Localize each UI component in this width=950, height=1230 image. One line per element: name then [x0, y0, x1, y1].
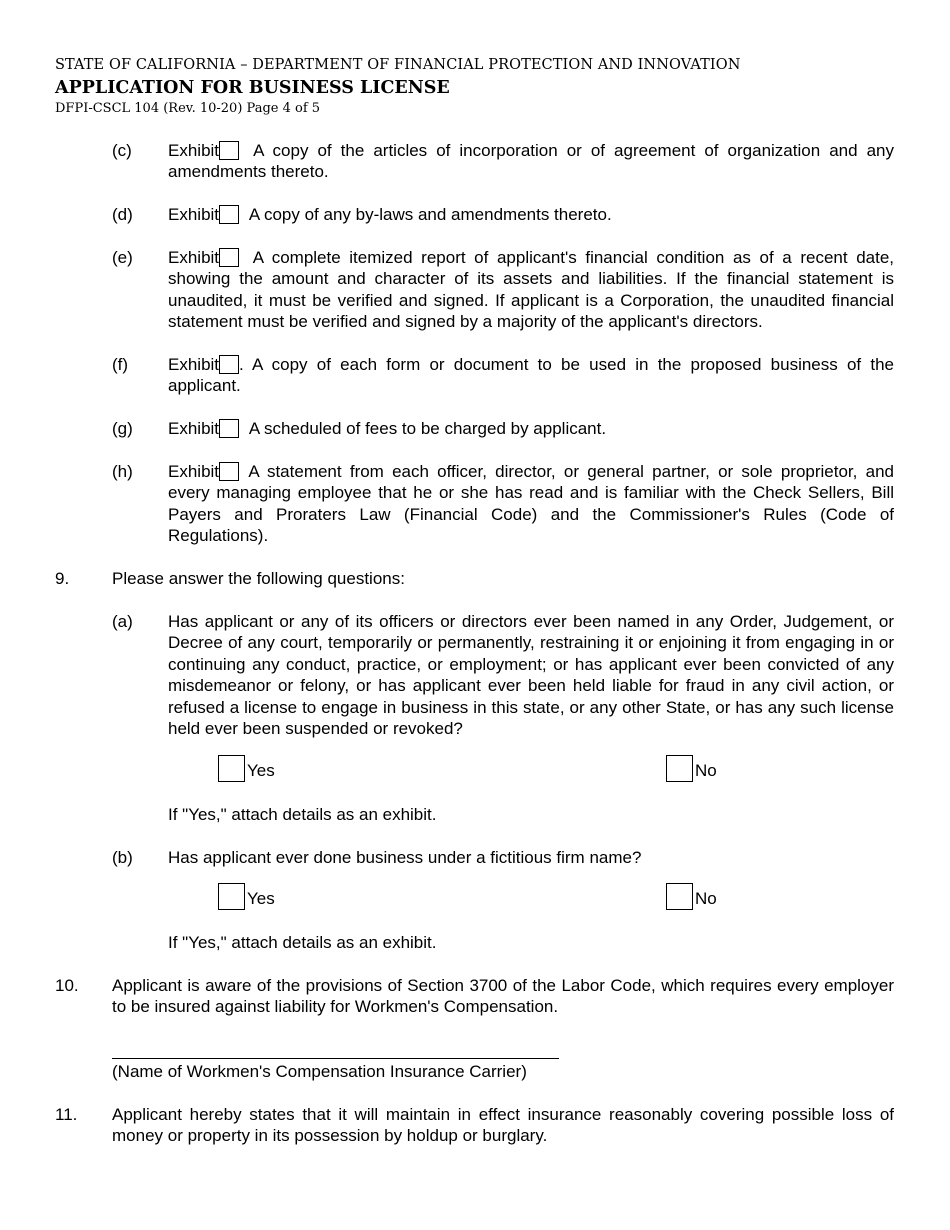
item-f: [168, 354, 894, 397]
q9a-no-label: No: [695, 761, 717, 780]
exhibit-word: Exhibit: [168, 355, 220, 374]
item-h: [168, 461, 894, 547]
q9b-yes-label: Yes: [247, 889, 275, 908]
question-11-number: 11.: [55, 1105, 78, 1124]
item-c-text: A copy of the articles of incorporation or of agreement of organization and any amendments thereto.: [168, 141, 894, 182]
q9a-no-checkbox[interactable]: [666, 755, 693, 782]
item-c: [168, 140, 894, 183]
question-10-number: 10.: [55, 976, 79, 995]
q9b-no-checkbox[interactable]: [666, 883, 693, 910]
question-9b-text: Has applicant ever done business under a fictitious firm name?: [168, 848, 642, 867]
item-h-text: A statement from each officer, director, or general partner, or sole proprietor, and every managing employee that he or she has read and is familiar with the Check Sellers, Bill Payers and Proraters Law (Financial Code) and the Commissioner's Rules (Code of Regulations).: [168, 462, 894, 546]
q9a-yes-checkbox[interactable]: [218, 755, 245, 782]
question-9b-label: (b): [112, 848, 133, 867]
item-d: [168, 204, 894, 225]
exhibit-g-checkbox[interactable]: [219, 419, 239, 438]
item-c-label: (c): [112, 141, 132, 160]
item-d-label: (d): [112, 205, 133, 224]
question-9a-label: (a): [112, 612, 133, 631]
question-9-number: 9.: [55, 569, 70, 588]
item-e-text: A complete itemized report of applicant's financial condition as of a recent date, showing the amount and character of its assets and liabilities. If the financial statement is unaudited, it must be verified and signed. If applicant is a Corporation, the unaudited financial statement must be verified and signed by a majority of the applicant's directors.: [168, 248, 894, 332]
item-f-label: (f): [112, 355, 129, 374]
insurance-carrier-caption: (Name of Workmen's Compensation Insurance Carrier): [112, 1062, 527, 1081]
exhibit-e-checkbox[interactable]: [219, 248, 239, 267]
q9a-note: If "Yes," attach details as an exhibit.: [168, 805, 437, 824]
q9b-no-label: No: [695, 889, 717, 908]
question-10-text: Applicant is aware of the provisions of Section 3700 of the Labor Code, which requires every employer to be insured against liability for Workmen's Compensation.: [112, 976, 894, 1017]
exhibit-f-checkbox[interactable]: [219, 355, 239, 374]
item-h-label: (h): [112, 462, 133, 481]
item-e: [168, 247, 894, 333]
exhibit-word: Exhibit: [168, 248, 220, 267]
exhibit-h-checkbox[interactable]: [219, 462, 239, 481]
question-11-text: Applicant hereby states that it will maintain in effect insurance reasonably covering possible loss of money or property in its possession by holdup or burglary.: [112, 1105, 894, 1146]
item-f-text: . A copy of each form or document to be used in the proposed business of the applicant.: [168, 355, 894, 396]
q9a-yes-label: Yes: [247, 761, 275, 780]
question-9-intro: Please answer the following questions:: [112, 569, 405, 588]
item-g-text: A scheduled of fees to be charged by applicant.: [248, 419, 607, 438]
exhibit-word: Exhibit: [168, 419, 220, 438]
insurance-carrier-field[interactable]: [112, 1058, 559, 1059]
item-d-text: A copy of any by-laws and amendments thereto.: [248, 205, 612, 224]
exhibit-word: Exhibit: [168, 462, 220, 481]
q9b-yes-checkbox[interactable]: [218, 883, 245, 910]
form-title: APPLICATION FOR BUSINESS LICENSE: [55, 78, 450, 98]
exhibit-c-checkbox[interactable]: [219, 141, 239, 160]
q9b-note: If "Yes," attach details as an exhibit.: [168, 933, 437, 952]
exhibit-d-checkbox[interactable]: [219, 205, 239, 224]
question-9a-text: Has applicant or any of its officers or directors ever been named in any Order, Judgement, or Decree of any court, temporarily or permanently, restraining it or enjoining it from engaging in or continuing any conduct, practice, or employment; or has applicant ever been convicted of any misdemeanor or felony, or has applicant ever been held liable for fraud in any civil action, or refused a license to engage in business in this state, or any other State, or has any such license held ever been suspended or revoked?: [168, 612, 894, 739]
agency-header: STATE OF CALIFORNIA – DEPARTMENT OF FINANCIAL PROTECTION AND INNOVATION: [55, 57, 741, 73]
exhibit-word: Exhibit: [168, 141, 220, 160]
item-g: [168, 418, 894, 439]
item-g-label: (g): [112, 419, 133, 438]
form-id: DFPI-CSCL 104 (Rev. 10-20) Page 4 of 5: [55, 101, 321, 116]
item-e-label: (e): [112, 248, 133, 267]
exhibit-word: Exhibit: [168, 205, 220, 224]
